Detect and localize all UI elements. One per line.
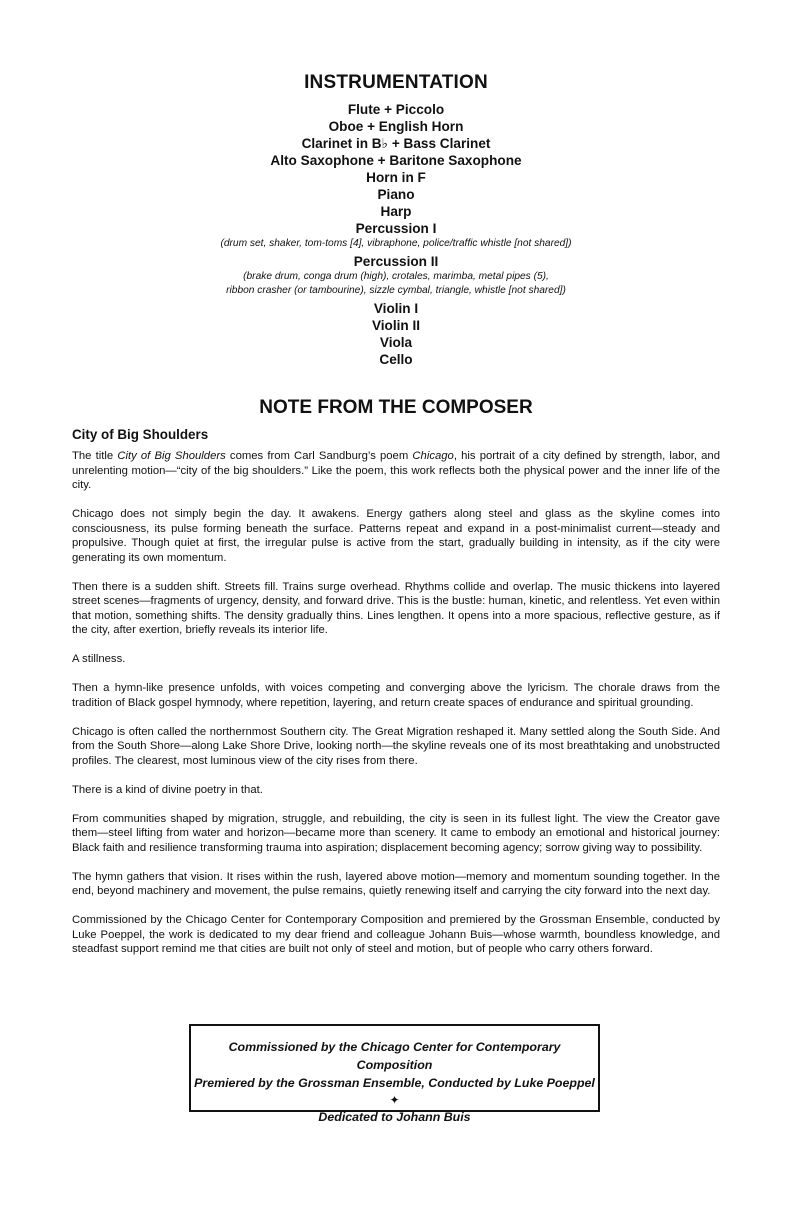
percussion-2-note-line-2: ribbon crasher (or tambourine), sizzle cymbal, triangle, whistle [not shared]) — [226, 285, 566, 296]
italic-title-run: City of Big Shoulders — [117, 450, 226, 462]
note-paragraph-2: Chicago does not simply begin the day. It awakens. Energy gathers along steel and glass as the skyline comes into consciousness, its pulse forming beneath the surface. Patterns repeat and expand in a post-minimalist current—steady and propulsive. Though quiet at first, the irregular pulse is active from the start, gradually building in intensity, as if the city were generating its own momentum. — [72, 508, 720, 564]
commission-line: Commissioned by the Chicago Center for Contemporary Composition — [228, 1040, 561, 1072]
note-paragraph-8: From communities shaped by migration, struggle, and rebuilding, the city is seen in its fullest light. The view the Creator gave them—steel lifting from water and horizon—became more than scenery. It came to embody an emotional and historical journey: Black faith and resilience transforming trauma into aspiration; displacement becoming agency; sorrow giving way to possibility. — [72, 812, 720, 854]
dedication-box — [189, 1024, 600, 1124]
note-paragraph-5: Then a hymn-like presence unfolds, with voices competing and converging above the lyricism. The chorale draws from the tradition of Black gospel hymnody, where repetition, layering, and return create spaces of endurance and spiritual grounding. — [72, 682, 720, 709]
instrument-percussion-1: Percussion I — [355, 221, 437, 236]
instrumentation-heading: INSTRUMENTATION — [304, 72, 488, 93]
ornament-star-icon: ✦ — [389, 1093, 400, 1107]
note-paragraph-3: Then there is a sudden shift. Streets fill. Trains surge overhead. Rhythms collide and overlap. The music thickens into layered street scenes—fragments of urgency, density, and forward drive. This is the bustle: human, kinetic, and relentless. Yet even within that motion, something shifts. The density gradually thins. Lines lengthen. It opens into a more spacious, reflective gesture, as if the city, after exertion, briefly reveals its interior life. — [72, 580, 720, 636]
note-paragraph-4: A stillness. — [72, 653, 126, 665]
instrument-horn: Horn in F — [366, 170, 426, 185]
note-paragraph-9: The hymn gathers that vision. It rises within the rush, layered above motion—memory and momentum sounding together. In the end, beyond machinery and movement, the pulse remains, quietly renewing itself and carrying the city forward into the next day. — [72, 870, 720, 897]
note-paragraph-10: Commissioned by the Chicago Center for Contemporary Composition and premiered by the Grossman Ensemble, conducted by Luke Poeppel, the work is dedicated to my dear friend and colleague Johann Buis—whose warmth, boundless knowledge, and steadfast support remind me that cities are built not only of steel and motion, but of people who carry others forward. — [72, 914, 720, 955]
instrumentation-list — [0, 101, 792, 368]
composer-note-body — [72, 449, 720, 971]
work-title: City of Big Shoulders — [72, 427, 209, 442]
instrument-percussion-2: Percussion II — [353, 254, 439, 269]
instrument-oboe: Oboe + English Horn — [328, 119, 464, 134]
instrument-cello: Cello — [379, 352, 413, 367]
note-paragraph-6: Chicago is often called the northernmost Southern city. The Great Migration reshaped it. Many settled along the South Side. And from the South Shore—along Lake Shore Drive, looking north—the skyline reveals one of its most breathtaking and unobstructed profiles. The clearest, most luminous view of the city rises from there. — [72, 725, 720, 767]
instrument-harp: Harp — [380, 204, 412, 219]
instrument-violin-2: Violin II — [371, 318, 421, 333]
instrument-saxophone: Alto Saxophone + Baritone Saxophone — [270, 153, 522, 168]
text-run: , his portrait of a city defined by strength, labor, and unrelenting motion—“city of the big shoulders.” Like the poem, this work reflects both the physical power and the inner life of the city. — [72, 450, 720, 491]
percussion-1-note: (drum set, shaker, tom-toms [4], vibraphone, police/traffic whistle [not shared]) — [220, 238, 572, 249]
composer-note-heading: NOTE FROM THE COMPOSER — [259, 397, 533, 418]
italic-poem-run: Chicago — [412, 450, 454, 462]
premiere-line: Premiered by the Grossman Ensemble, Conducted by Luke Poeppel — [194, 1076, 595, 1090]
text-run: The title — [72, 450, 118, 462]
note-paragraph-7: There is a kind of divine poetry in that. — [72, 783, 263, 796]
instrument-flute: Flute + Piccolo — [347, 102, 445, 117]
instrument-viola: Viola — [379, 335, 413, 350]
dedication-line: Dedicated to Johann Buis — [318, 1110, 471, 1124]
percussion-2-note-line-1: (brake drum, conga drum (high), crotales, marimba, metal pipes (5), — [243, 271, 549, 282]
note-paragraph-1 — [72, 449, 720, 493]
text-run: comes from Carl Sandburg’s poem — [225, 450, 413, 462]
percussion-2-note — [0, 270, 792, 298]
instrument-violin-1: Violin I — [373, 301, 419, 316]
instrument-piano: Piano — [377, 187, 415, 202]
instrument-clarinet: Clarinet in B♭ + Bass Clarinet — [301, 136, 491, 151]
